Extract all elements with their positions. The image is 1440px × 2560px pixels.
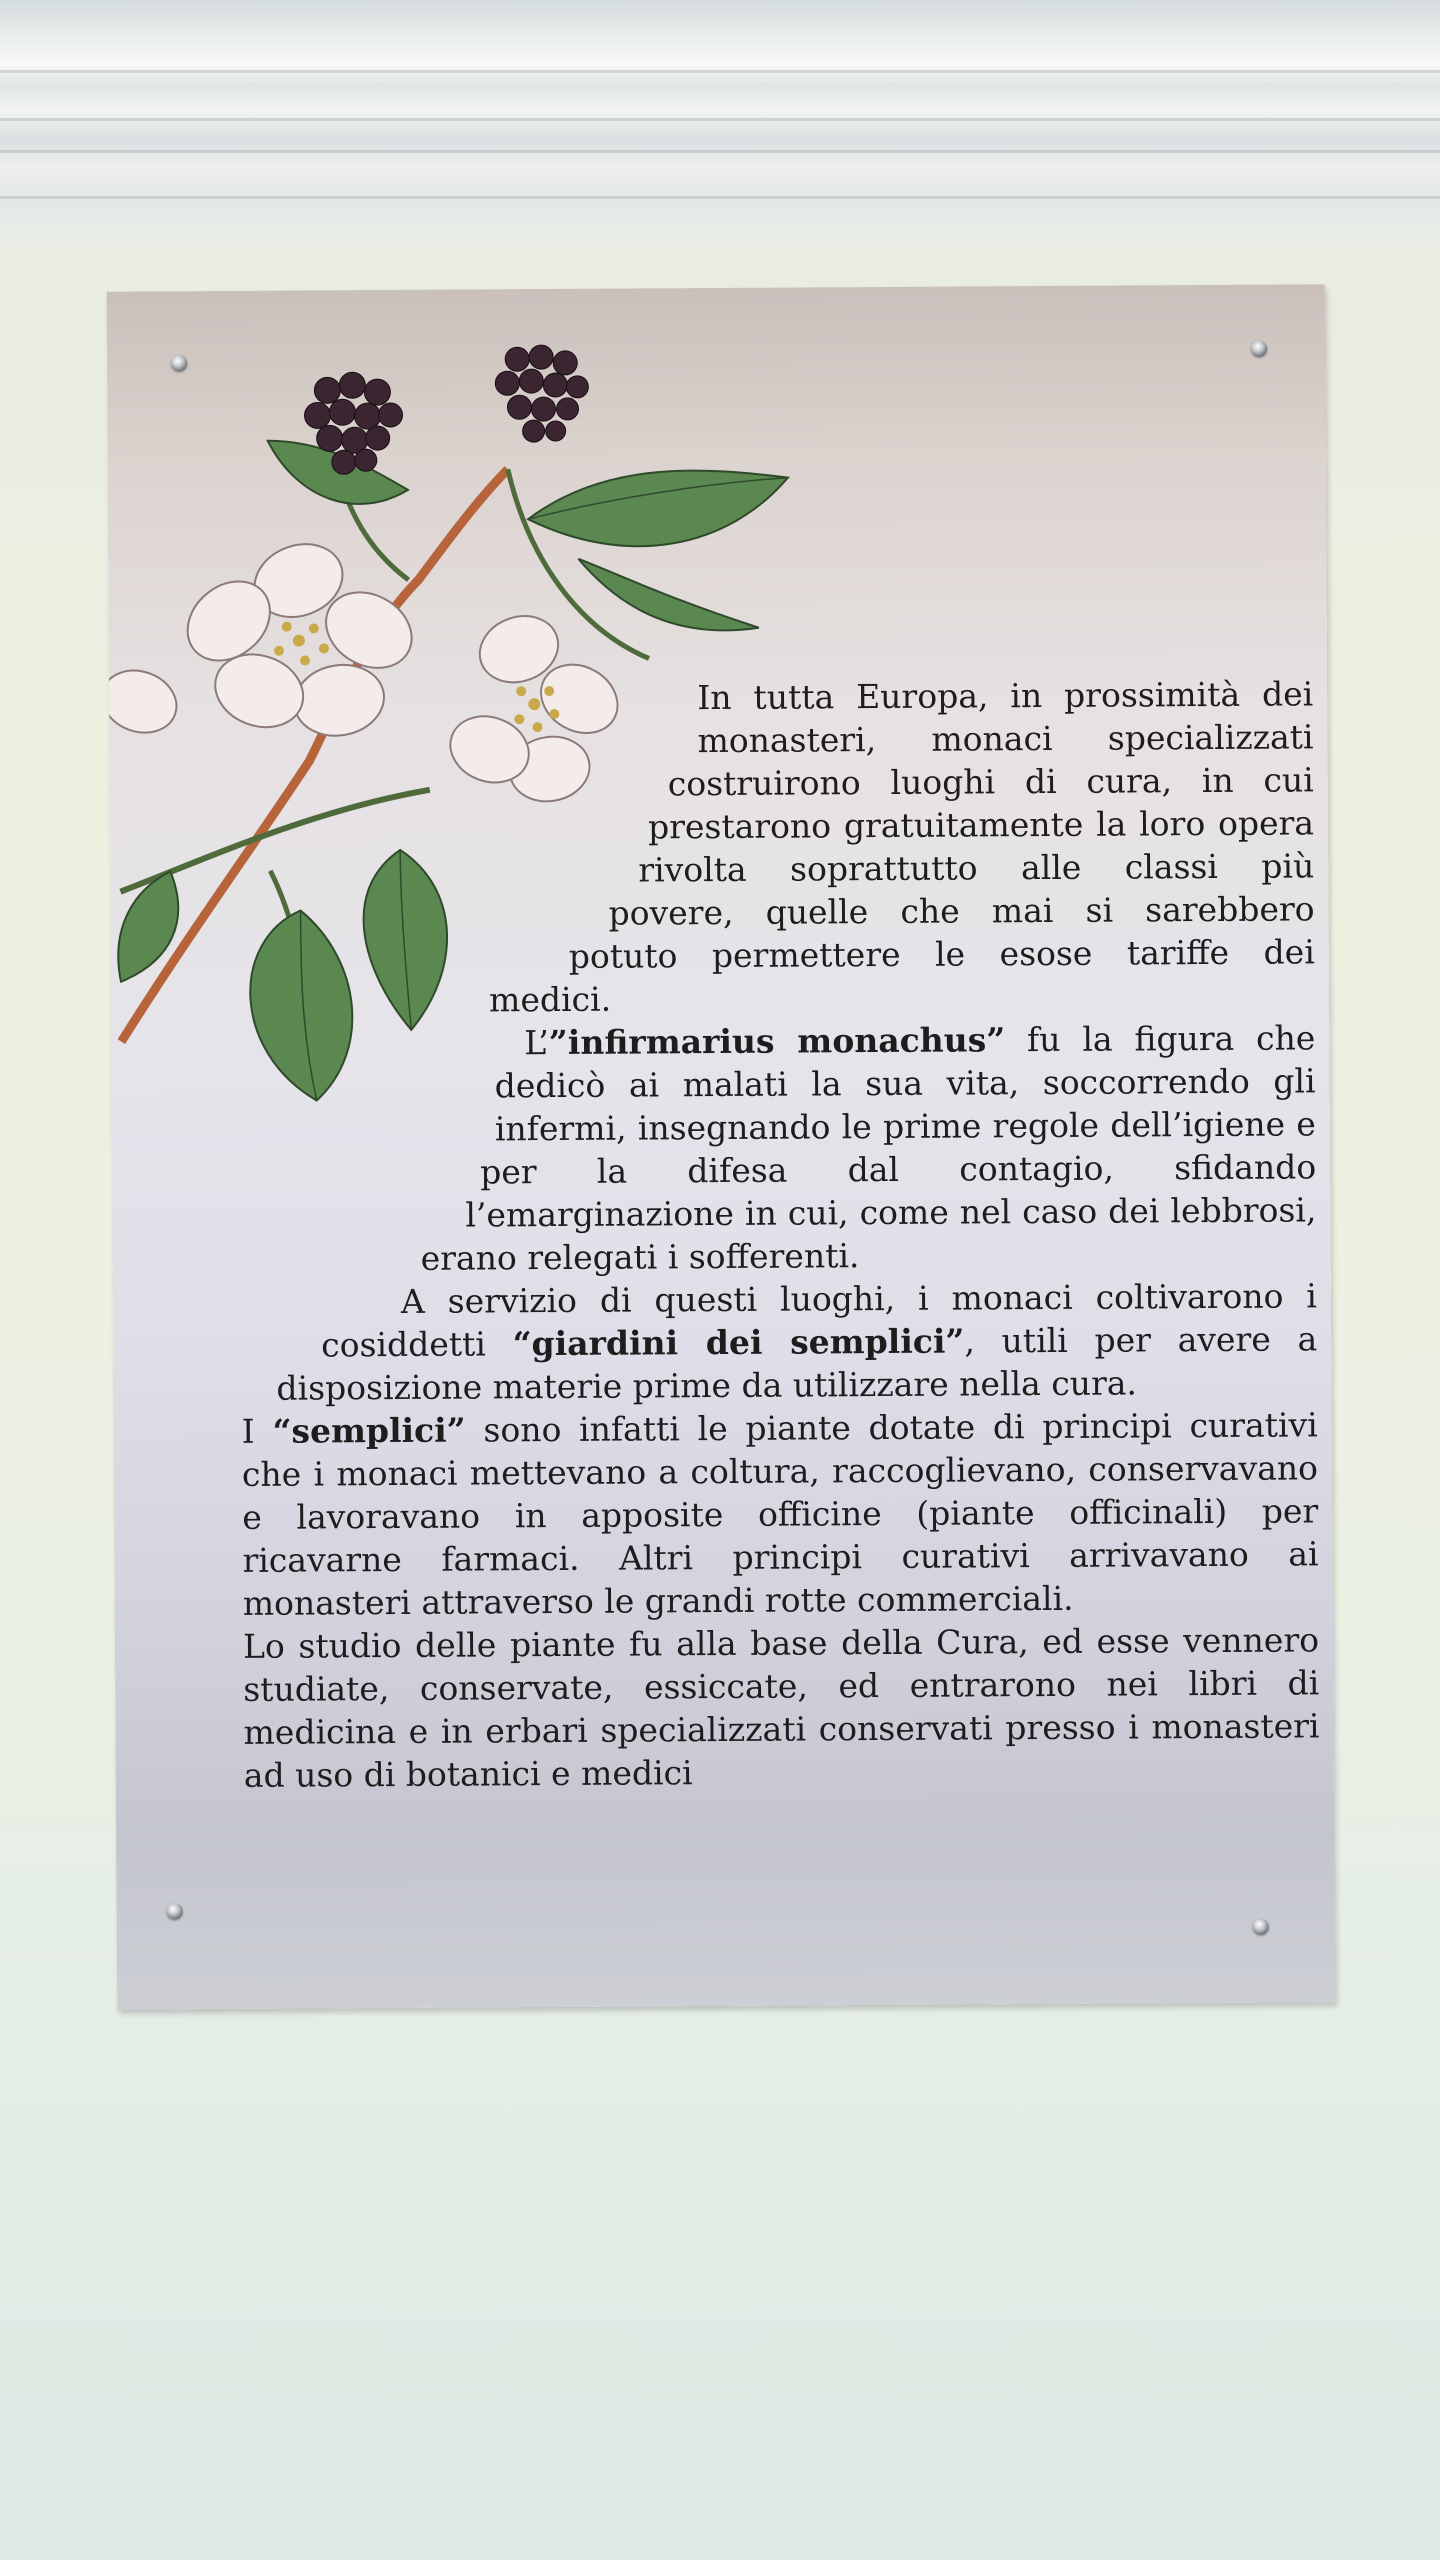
paragraph-2: L’”infirmarius monachus” fu la figura che dedicò ai malati la sua vita, soccorrendo gli infermi, insegnando le prime regole dell’igiene e per la difesa dal contagio, sfidando l’emarginazione in cui, come nel caso dei lebbrosi, erano relegati i sofferenti.	[420, 1018, 1317, 1278]
screw-icon	[167, 1903, 183, 1919]
screw-icon	[1253, 1919, 1269, 1935]
plaque-text	[237, 672, 1320, 1797]
paragraph-4: I “semplici” sono infatti le piante dotate di principi curativi che i monaci mettevano a coltura, raccoglievano, conservavano e lavoravano in apposite officine (piante officinali) per ricavarne farmaci. Altri principi curativi arrivavano ai monasteri attraverso le grandi rotte commerciali.	[241, 1405, 1319, 1623]
paragraph-1: In tutta Europa, in prossimità dei monasteri, monaci specializzati costruirono luoghi di cura, in cui prestarono gratuitamente la loro opera rivolta soprattutto alle classi più povere, quelle che mai si sarebbero potuto permettere le esose tariffe dei medici.	[488, 674, 1315, 1020]
screw-icon	[1251, 341, 1267, 357]
paragraph-3: A servizio di questi luoghi, i monaci coltivarono i cosiddetti “giardini dei semplici”, utili per avere a disposizione materie prime da utilizzare nella cura.	[276, 1276, 1318, 1408]
paragraph-5: Lo studio delle piante fu alla base della Cura, ed esse vennero studiate, conservate, essiccate, ed entrarono nei libri di medicina e in erbari specializzati conservati presso i monasteri ad uso di botanici e medici	[242, 1620, 1320, 1795]
information-plaque	[107, 284, 1335, 2009]
ceiling-molding	[0, 0, 1440, 250]
